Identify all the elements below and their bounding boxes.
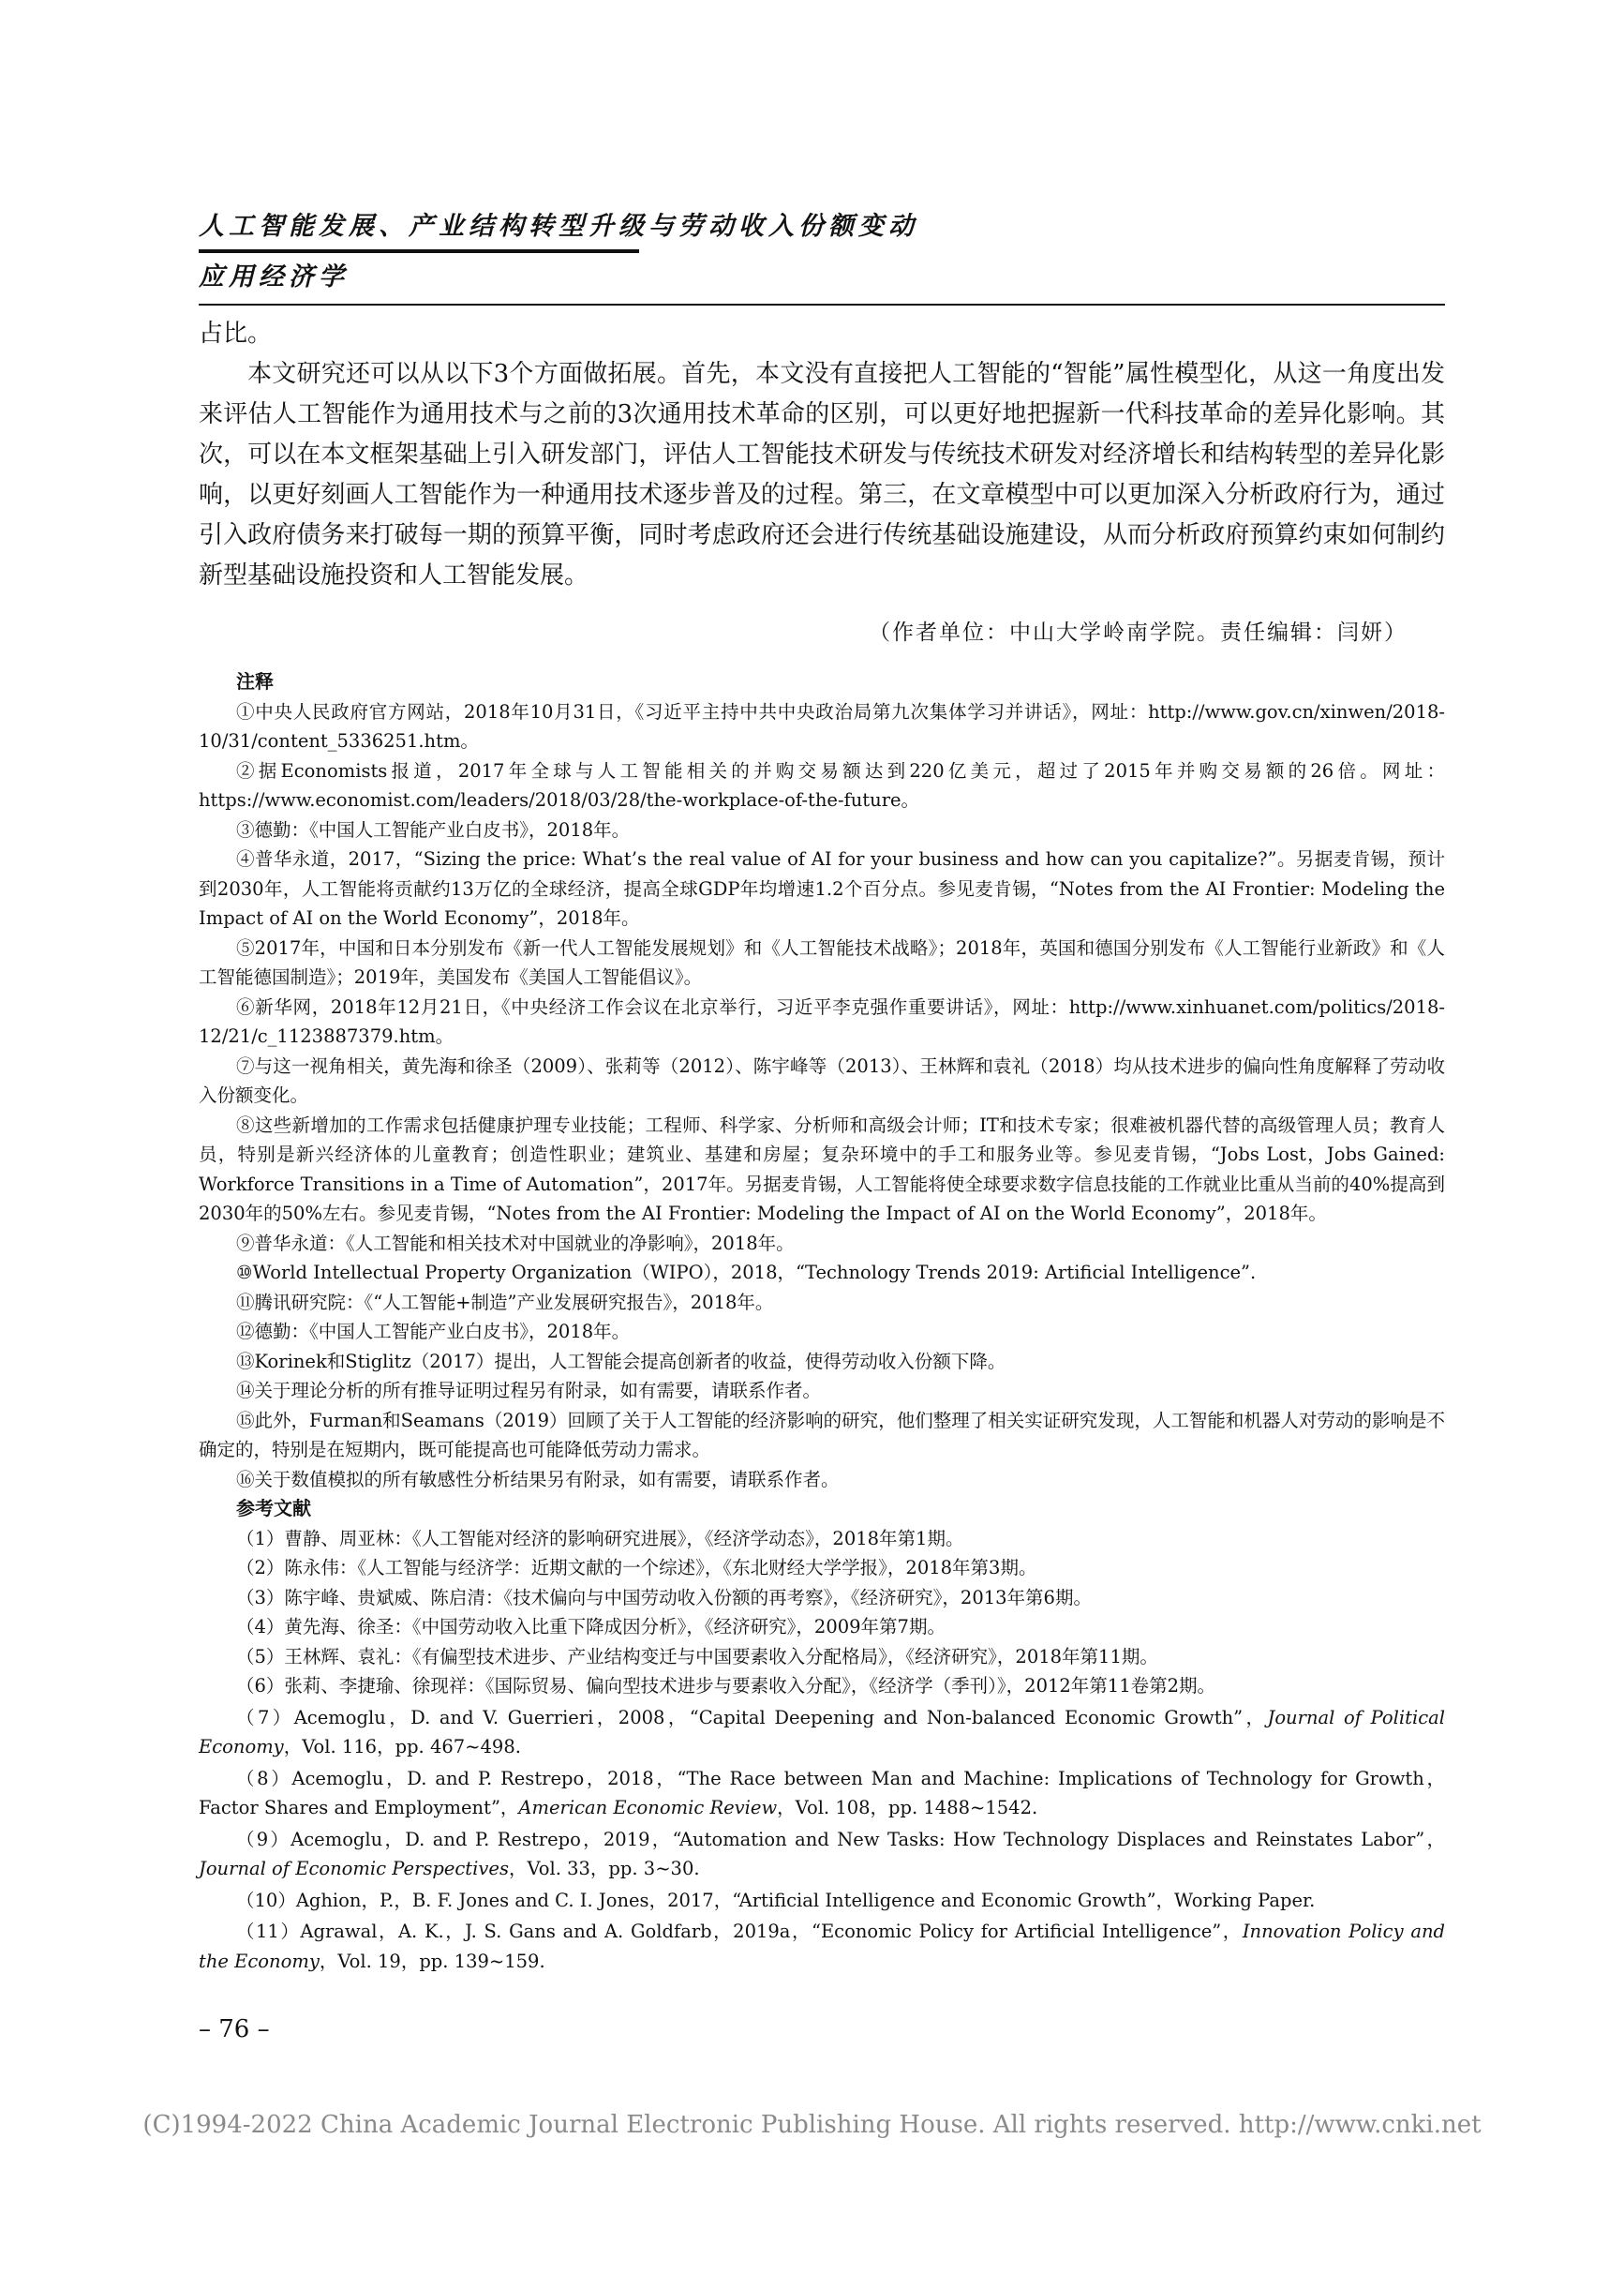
running-header-section: 应用经济学 [199, 262, 349, 292]
reference-item [199, 1917, 1445, 1976]
running-header [199, 206, 1445, 292]
reference-journal: Journal of Economic Perspectives [199, 1858, 509, 1879]
reference-item: （6）张莉、李捷瑜、徐现祥：《国际贸易、偏向型技术进步与要素收入分配》，《经济学（季刊）》，2012年第11卷第2期。 [236, 1675, 1216, 1697]
reference-item [199, 1764, 1445, 1823]
note-item: ⑪腾讯研究院：《“人工智能+制造”产业发展研究报告》，2018年。 [236, 1291, 774, 1313]
reference-item: （2）陈永伟：《人工智能与经济学：近期文献的一个综述》，《东北财经大学学报》，2018年第3期。 [236, 1557, 1037, 1578]
reference-text: ，Vol. 19，pp. 139~159. [319, 1950, 545, 1972]
note-item: ⑦与这一视角相关，黄先海和徐圣（2009）、张莉等（2012）、陈宇峰等（2013）、王林辉和袁礼（2018）均从技术进步的偏向性角度解释了劳动收入份额变化。 [199, 1054, 1445, 1106]
reference-text: ，Vol. 116，pp. 467~498. [283, 1736, 521, 1757]
references-heading: 参考文献 [236, 1497, 311, 1519]
note-item: ⑩World Intellectual Property Organization（WIPO），2018，“Technology Trends 2019: Artificial Intelligence”. [236, 1262, 1257, 1283]
reference-text: （11）Agrawal，A. K.，J. S. Gans and A. Goldfarb，2019a，“Economic Policy for Artificial Intelligence”， [236, 1921, 1243, 1942]
page-number: – 76 – [199, 2015, 270, 2043]
reference-journal: American Economic Review [518, 1797, 778, 1818]
reference-item: （4）黄先海、徐圣：《中国劳动收入比重下降成因分析》，《经济研究》，2009年第7期。 [236, 1616, 946, 1637]
reference-journal: Journal of Political Economy [199, 1706, 1445, 1757]
notes-heading: 注释 [236, 670, 274, 693]
header-rule [199, 304, 1445, 306]
running-header-title: 人工智能发展、产业结构转型升级与劳动收入份额变动 [199, 212, 918, 241]
reference-item: （1）曹静、周亚林：《人工智能对经济的影响研究进展》，《经济学动态》，2018年第1期。 [236, 1527, 964, 1549]
note-item: ⑥新华网，2018年12月21日，《中央经济工作会议在北京举行，习近平李克强作重要讲话》，网址：http://www.xinhuanet.com/politics/2018-12/21/c_1123887379.htm。 [199, 995, 1445, 1047]
note-item: ④普华永道，2017，“Sizing the price: What’s the real value of AI for your business and how can you capitalize?”。另据麦肯锡，预计到2030年，人工智能将贡献约13万亿的全球经济，提高全球GDP年均增速1.2个百分点。参见麦肯锡，“Notes from the AI Frontier: Modeling the Impact of AI on the World Economy”，2018年。 [199, 848, 1445, 929]
reference-item [199, 1825, 1445, 1884]
note-item: ⑧这些新增加的工作需求包括健康护理专业技能；工程师、科学家、分析师和高级会计师；IT和技术专家；很难被机器代替的高级管理人员；教育人员，特别是新兴经济体的儿童教育；创造性职业；建筑业、基建和房屋；复杂环境中的手工和服务业等。参见麦肯锡，“Jobs Lost，Jobs Gained: Workforce Transitions in a Time of Automation”，2017年。另据麦肯锡，人工智能将使全球要求数字信息技能的工作就业比重从当前的40%提高到2030年的50%左右。参见麦肯锡，“Notes from the AI Frontier: Modeling the Impact of AI on the World Economy”，2018年。 [199, 1114, 1445, 1224]
reference-text: （9）Acemoglu，D. and P. Restrepo，2019，“Automation and New Tasks: How Technology Displaces and Reinstates Labor”， [236, 1828, 1445, 1850]
note-item: ⑭关于理论分析的所有推导证明过程另有附录，如有需要，请联系作者。 [236, 1380, 822, 1401]
note-item: ⑨普华永道：《人工智能和相关技术对中国就业的净影响》，2018年。 [236, 1232, 795, 1254]
reference-text: （7）Acemoglu，D. and V. Guerrieri，2008，“Capital Deepening and Non-balanced Economic Growth”， [236, 1706, 1268, 1728]
body-paragraph-1: 本文研究还可以从以下3个方面做拓展。首先，本文没有直接把人工智能的“智能”属性模型化，从这一角度出发来评估人工智能作为通用技术与之前的3次通用技术革命的区别，可以更好地把握新一代科技革命的差异化影响。其次，可以在本文框架基础上引入研发部门，评估人工智能技术研发与传统技术研发对经济增长和结构转型的差异化影响，以更好刻画人工智能作为一种通用技术逐步普及的过程。第三，在文章模型中可以更加深入分析政府行为，通过引入政府债务来打破每一期的预算平衡，同时考虑政府还会进行传统基础设施建设，从而分析政府预算约束如何制约新型基础设施投资和人工智能发展。 [199, 360, 1445, 590]
reference-item: （5）王林辉、袁礼：《有偏型技术进步、产业结构变迁与中国要素收入分配格局》，《经济研究》，2018年第11期。 [236, 1645, 1158, 1667]
notes-section [199, 667, 1445, 1976]
reference-journal: Innovation Policy and the Economy [199, 1921, 1445, 1972]
header-rule-top [199, 249, 639, 253]
author-byline: （作者单位：中山大学岭南学院。责任编辑：闫妍） [869, 621, 1408, 645]
reference-item: （3）陈宇峰、贵斌威、陈启清：《技术偏向与中国劳动收入份额的再考察》，《经济研究》，2013年第6期。 [236, 1586, 1092, 1608]
copyright-footer: (C)1994-2022 China Academic Journal Electronic Publishing House. All rights reserved. http://www.cnki.net [142, 2111, 1482, 2139]
reference-text: （8）Acemoglu，D. and P. Restrepo，2018，“The Race between Man and Machine: Implications of Technology for Growth，Factor Shares and Employment”， [199, 1767, 1445, 1818]
note-item: ③德勤：《中国人工智能产业白皮书》，2018年。 [236, 818, 631, 841]
reference-text: ，Vol. 108，pp. 1488~1542. [777, 1797, 1038, 1818]
body-paragraph-0: 占比。 [199, 320, 273, 348]
reference-item [199, 1703, 1445, 1762]
note-item: ⑫德勤：《中国人工智能产业白皮书》，2018年。 [236, 1321, 631, 1342]
note-item: ①中央人民政府官方网站，2018年10月31日，《习近平主持中共中央政治局第九次集体学习并讲话》，网址：http://www.gov.cn/xinwen/2018-10/31/content_5336251.htm。 [199, 700, 1445, 752]
note-item: ⑤2017年，中国和日本分别发布《新一代人工智能发展规划》和《人工智能技术战略》；2018年，英国和德国分别发布《人工智能行业新政》和《人工智能德国制造》；2019年，美国发布《美国人工智能倡议》。 [199, 936, 1445, 988]
note-item: ⑯关于数值模拟的所有敏感性分析结果另有附录，如有需要，请联系作者。 [236, 1468, 840, 1490]
reference-item: （10）Aghion，P.，B. F. Jones and C. I. Jones，2017，“Artificial Intelligence and Economic Growth”，Working Paper. [236, 1889, 1316, 1911]
note-item: ②据Economists报道，2017年全球与人工智能相关的并购交易额达到220亿美元，超过了2015年并购交易额的26倍。网址：https://www.economist.com/leaders/2018/03/28/the-workplace-of-the-future。 [199, 759, 1445, 811]
reference-text: ，Vol. 33，pp. 3~30. [508, 1858, 700, 1879]
note-item: ⑮此外，Furman和Seamans（2019）回顾了关于人工智能的经济影响的研究，他们整理了相关实证研究发现，人工智能和机器人对劳动的影响是不确定的，特别是在短期内，既可能提高也可能降低劳动力需求。 [199, 1409, 1445, 1460]
note-item: ⑬Korinek和Stiglitz（2017）提出，人工智能会提高创新者的收益，使得劳动收入份额下降。 [236, 1350, 1006, 1372]
body-text [199, 314, 1445, 596]
